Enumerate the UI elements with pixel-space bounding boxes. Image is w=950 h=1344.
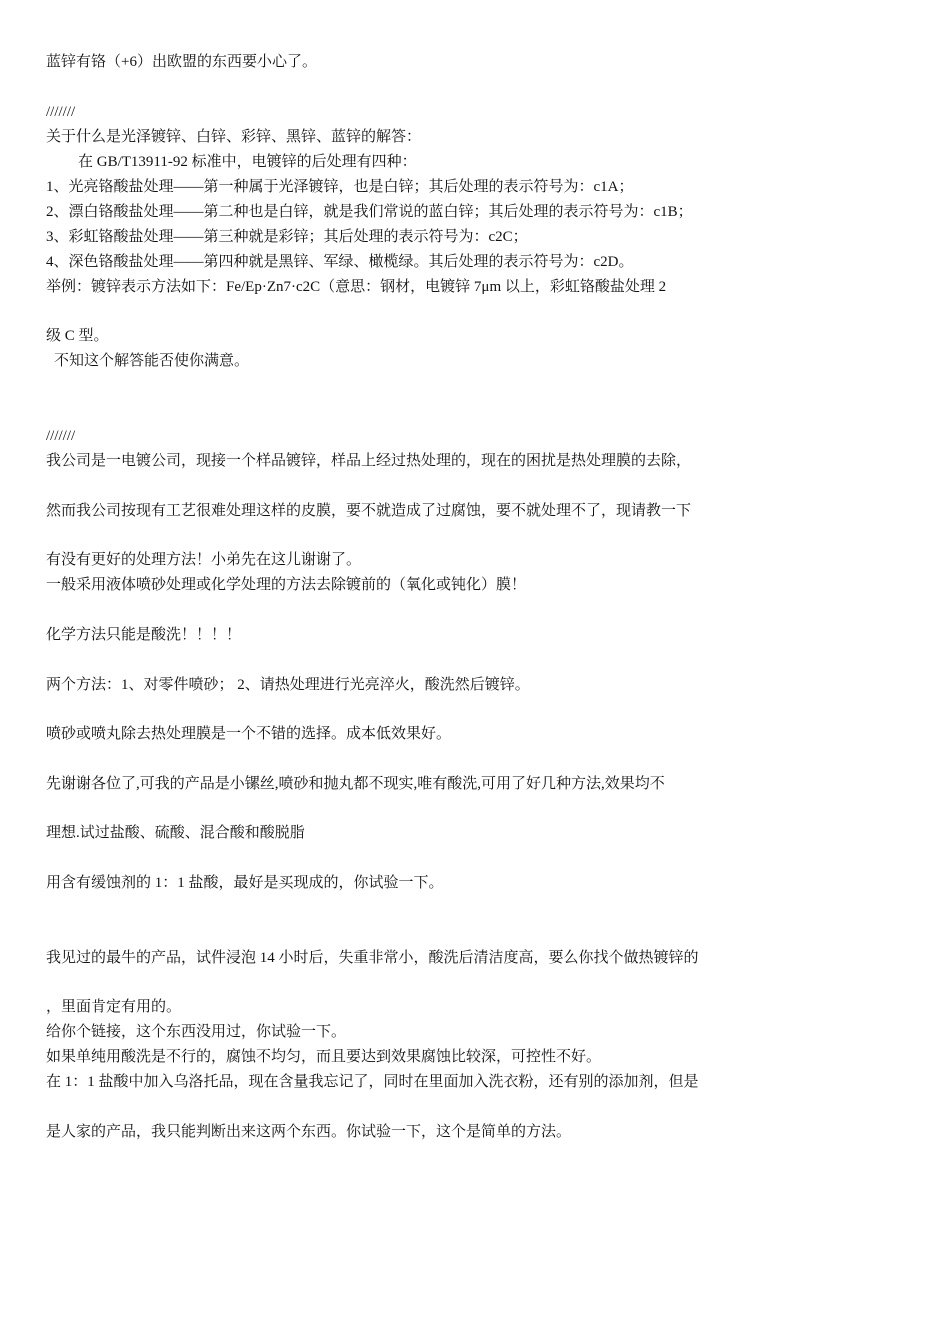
- text-line: 我公司是一电镀公司，现接一个样品镀锌，样品上经过热处理的，现在的困扰是热处理膜的去除，: [46, 453, 692, 469]
- text-line: 用含有缓蚀剂的 1：1 盐酸，最好是买现成的，你试验一下。: [46, 875, 444, 891]
- text-line: 在 GB/T13911-92 标准中，电镀锌的后处理有四种：: [78, 154, 417, 170]
- text-line: ，里面肯定有用的。: [46, 999, 182, 1015]
- text-line: 两个方法：1、对零件喷砂； 2、请热处理进行光亮淬火，酸洗然后镀锌。: [46, 677, 530, 693]
- text-line: 喷砂或喷丸除去热处理膜是一个不错的选择。成本低效果好。: [46, 726, 452, 742]
- text-line: 蓝锌有铬（+6）出欧盟的东西要小心了。: [46, 54, 317, 70]
- text-line: 化学方法只能是酸洗！！！！: [46, 627, 242, 643]
- text-line: 给你个链接，这个东西没用过，你试验一下。: [46, 1024, 347, 1040]
- text-line: 我见过的最牛的产品，试件浸泡 14 小时后，失重非常小，酸洗后清洁度高，要么你找个做热镀锌的: [46, 950, 699, 966]
- text-line: 如果单纯用酸洗是不行的，腐蚀不均匀，而且要达到效果腐蚀比较深，可控性不好。: [46, 1049, 602, 1065]
- text-line: 级 C 型。: [46, 328, 109, 344]
- text-line: 关于什么是光泽镀锌、白锌、彩锌、黑锌、蓝锌的解答：: [46, 129, 422, 145]
- text-line: 理想.试过盐酸、硫酸、混合酸和酸脱脂: [46, 825, 305, 841]
- text-line: 是人家的产品，我只能判断出来这两个东西。你试验一下，这个是简单的方法。: [46, 1124, 572, 1140]
- list-item: 4、深色铬酸盐处理——第四种就是黑锌、军绿、橄榄绿。其后处理的表示符号为：c2D。: [46, 254, 634, 270]
- text-line: 不知这个解答能否使你满意。: [54, 353, 250, 369]
- list-item: 3、彩虹铬酸盐处理——第三种就是彩锌；其后处理的表示符号为：c2C；: [46, 229, 528, 245]
- text-line: 一般采用液体喷砂处理或化学处理的方法去除镀前的（氧化或钝化）膜！: [46, 577, 527, 593]
- text-line: 举例：镀锌表示方法如下：Fe/Ep·Zn7·c2C（意思：钢材，电镀锌 7μm 以上，彩虹铬酸盐处理 2: [46, 279, 667, 295]
- text-line: 在 1：1 盐酸中加入乌洛托品，现在含量我忘记了，同时在里面加入洗衣粉，还有别的添加剂，但是: [46, 1074, 699, 1090]
- list-item: 2、漂白铬酸盐处理——第二种也是白锌，就是我们常说的蓝白锌；其后处理的表示符号为：c1B；: [46, 204, 693, 220]
- text-line: 有没有更好的处理方法！小弟先在这儿谢谢了。: [46, 552, 362, 568]
- text-line: 先谢谢各位了,可我的产品是小镙丝,喷砂和抛丸都不现实,唯有酸洗,可用了好几种方法,效果均不: [46, 776, 665, 792]
- text-line: 然而我公司按现有工艺很难处理这样的皮膜，要不就造成了过腐蚀，要不就处理不了，现请教一下: [46, 503, 692, 519]
- separator-line: ///////: [46, 104, 76, 120]
- separator-line: ///////: [46, 428, 76, 444]
- list-item: 1、光亮铬酸盐处理——第一种属于光泽镀锌，也是白锌；其后处理的表示符号为：c1A；: [46, 179, 634, 195]
